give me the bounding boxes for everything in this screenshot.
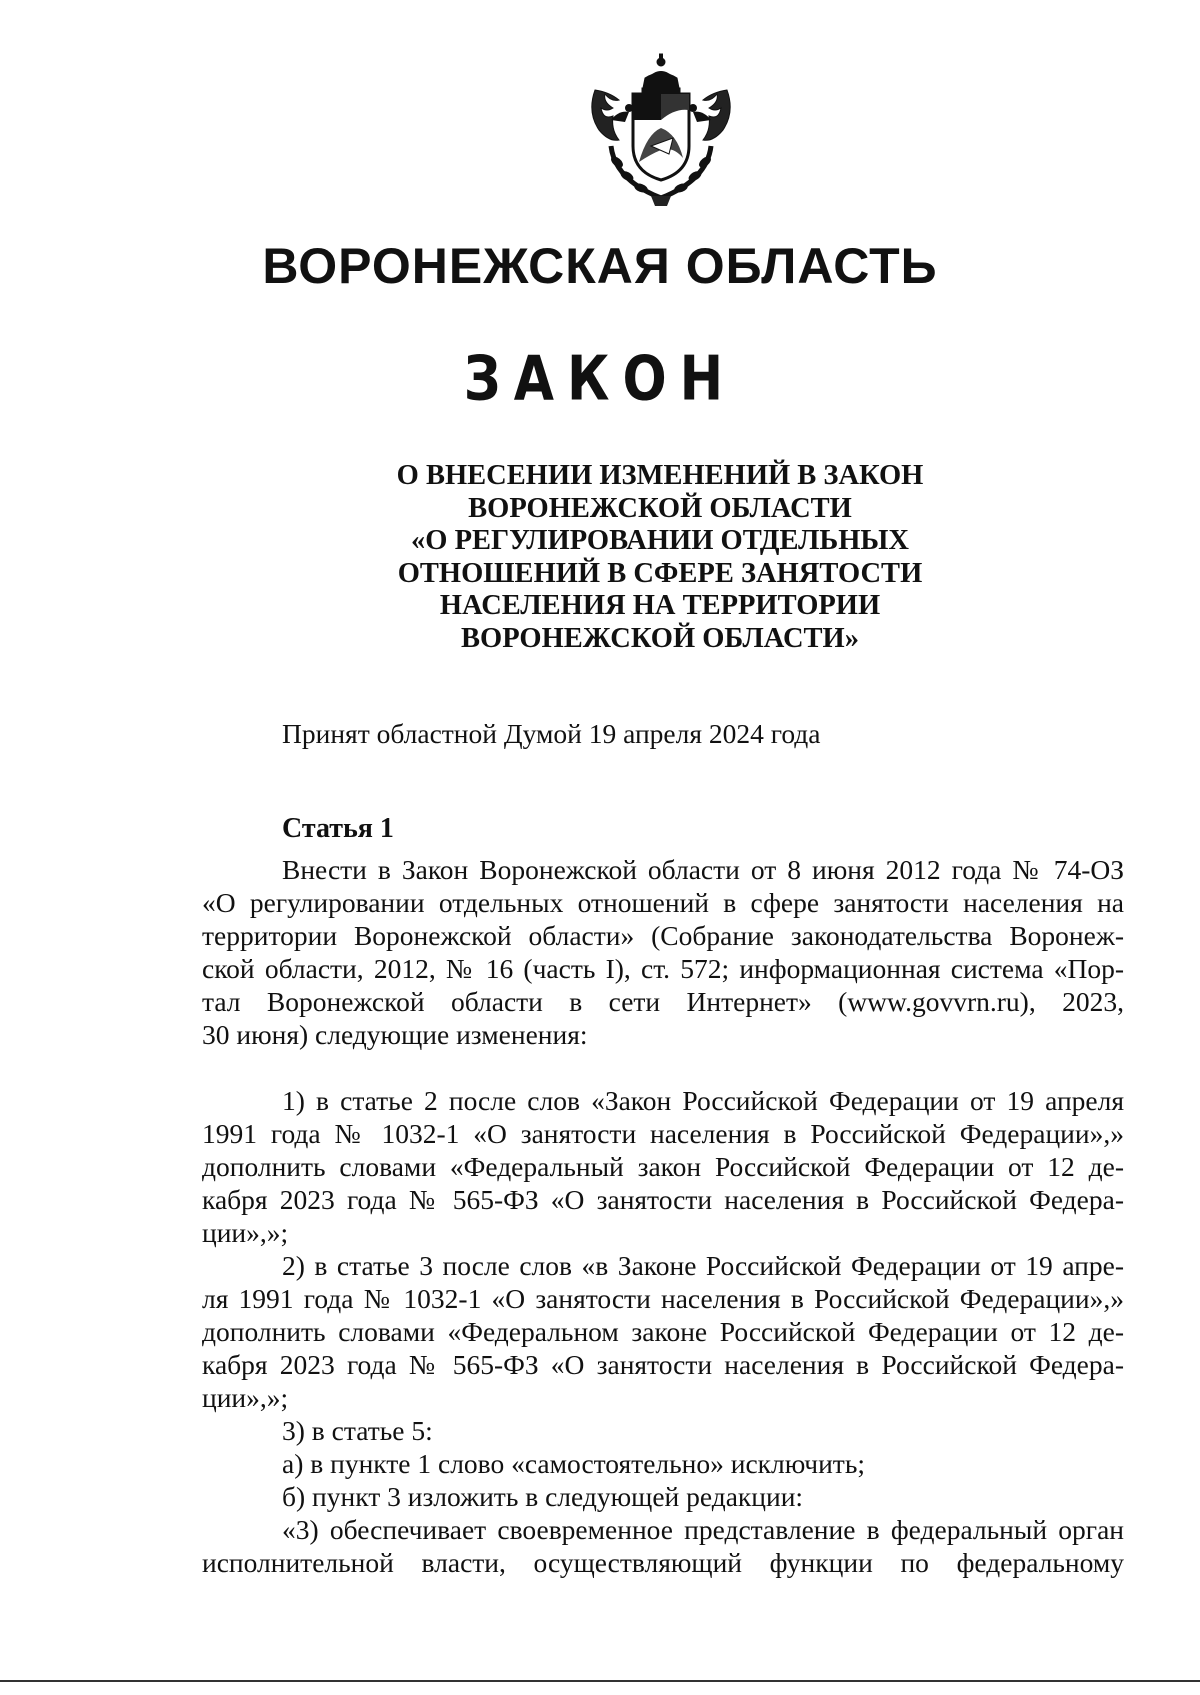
law-type-heading: ЗАКОН (463, 344, 737, 415)
amendment-item-3a (202, 1447, 1124, 1480)
law-title-line: НАСЕЛЕНИЯ НА ТЕРРИТОРИИ (439, 590, 881, 621)
law-title-line: ОТНОШЕНИЙ В СФЕРЕ ЗАНЯТОСТИ (397, 557, 923, 589)
text-line: ции»,»; (202, 1382, 289, 1413)
text-line: кабря 2023 года № 565-ФЗ «О занятости населения в Российской Федера- (202, 1184, 1124, 1215)
text-line: кабря 2023 года № 565-ФЗ «О занятости населения в Российской Федера- (202, 1349, 1124, 1380)
text-line: 1) в статье 2 после слов «Закон Российской Федерации от 19 апреля (282, 1085, 1124, 1116)
text-line: исполнительной власти, осуществляющий функции по федеральному (202, 1547, 1124, 1578)
law-title-line: «О РЕГУЛИРОВАНИИ ОТДЕЛЬНЫХ (411, 525, 909, 556)
law-title-line: ВОРОНЕЖСКОЙ ОБЛАСТИ (468, 492, 852, 524)
article-body (202, 853, 1124, 1579)
quoted-new-wording (202, 1513, 1124, 1579)
text-line: «О регулировании отдельных отношений в сфере занятости населения на (202, 887, 1124, 918)
text-line: б) пункт 3 изложить в следующей редакции: (282, 1481, 804, 1512)
text-line: дополнить словами «Федеральном законе Российской Федерации от 12 де- (202, 1316, 1124, 1347)
amendment-item-3b (202, 1480, 1124, 1513)
article-heading: Статья 1 (282, 813, 394, 844)
text-line: ции»,»; (202, 1217, 289, 1248)
text-line: 2) в статье 3 после слов «в Законе Российской Федерации от 19 апре- (282, 1250, 1124, 1281)
text-line: ля 1991 года № 1032-1 «О занятости населения в Российской Федерации»,» (202, 1283, 1124, 1314)
text-line: тал Воронежской области в сети Интернет» (www.govvrn.ru), 2023, (202, 986, 1124, 1017)
page-bottom-rule (0, 1680, 1200, 1682)
text-line: 1991 года № 1032-1 «О занятости населения в Российской Федерации»,» (202, 1118, 1124, 1149)
amendment-item-2 (202, 1249, 1124, 1414)
text-line: «3) обеспечивает своевременное представление в федеральный орган (282, 1514, 1124, 1545)
text-line: а) в пункте 1 слово «самостоятельно» исключить; (282, 1448, 866, 1479)
coat-of-arms-emblem (581, 50, 741, 208)
adoption-date-line: Принят областной Думой 19 апреля 2024 года (282, 718, 821, 749)
law-title-line: ВОРОНЕЖСКОЙ ОБЛАСТИ» (461, 622, 859, 654)
law-title-line: О ВНЕСЕНИИ ИЗМЕНЕНИЙ В ЗАКОН (396, 460, 924, 491)
region-name-heading: ВОРОНЕЖСКАЯ ОБЛАСТЬ (262, 238, 938, 294)
amendment-item-1 (202, 1084, 1124, 1249)
text-line: 30 июня) следующие изменения: (202, 1019, 588, 1050)
amendment-item-3 (202, 1414, 1124, 1447)
article-intro-paragraph (202, 853, 1124, 1051)
text-line: ской области, 2012, № 16 (часть I), ст. 572; информационная система «Пор- (202, 953, 1124, 984)
text-line: Внести в Закон Воронежской области от 8 июня 2012 года № 74-ОЗ (282, 854, 1124, 885)
text-line: дополнить словами «Федеральный закон Российской Федерации от 12 де- (202, 1151, 1124, 1182)
law-title (305, 460, 1015, 655)
text-line: территории Воронежской области» (Собрание законодательства Воронеж- (202, 920, 1124, 951)
text-line: 3) в статье 5: (282, 1415, 433, 1446)
